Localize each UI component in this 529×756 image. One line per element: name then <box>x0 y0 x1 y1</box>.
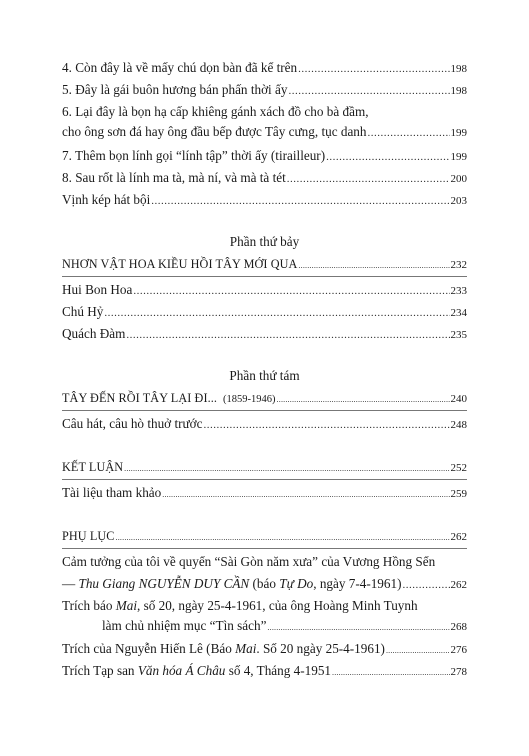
entry-page: 232 <box>450 259 467 271</box>
entry-page: 198 <box>450 85 467 97</box>
dot-leader <box>133 283 449 299</box>
entry-title-line2-row <box>62 618 467 636</box>
divider-rule <box>62 479 467 480</box>
toc-entry-hui-bon-hoa[interactable] <box>62 282 467 299</box>
entry-page: 234 <box>450 307 467 319</box>
entry-title: Tài liệu tham khảo <box>62 485 162 500</box>
dot-leader <box>298 61 449 77</box>
dot-leader <box>277 392 450 408</box>
dot-leader <box>332 665 449 681</box>
entry-page: 252 <box>450 462 467 474</box>
toc-appendix[interactable] <box>62 528 467 546</box>
entry-page: 259 <box>450 488 467 500</box>
text-segment: số 4, Tháng 4-1951 <box>225 663 332 678</box>
dot-leader <box>288 83 449 99</box>
toc-appendix-item-4[interactable] <box>62 663 467 681</box>
entry-title: 5. Đây là gái buôn hương bán phấn thời ấy <box>62 82 288 97</box>
text-segment: Trích của Nguyễn Hiến Lê (Báo <box>62 641 236 656</box>
text-segment: Trích Tạp san <box>62 663 138 678</box>
part-heading-7: Phần thứ bảy <box>229 234 300 249</box>
entry-title: Hui Bon Hoa <box>62 282 133 297</box>
toc-entry-cau-hat[interactable] <box>62 416 467 433</box>
divider-rule <box>62 276 467 277</box>
entry-title: Câu hát, câu hò thuở trước <box>62 416 203 431</box>
toc-appendix-item-3[interactable] <box>62 641 467 659</box>
toc-entry-8[interactable] <box>62 170 467 187</box>
author-name: Thu Giang NGUYỄN DUY CẦN <box>78 576 250 591</box>
divider-rule <box>62 548 467 549</box>
entry-page: 268 <box>450 621 467 633</box>
entry-title <box>62 663 331 679</box>
entry-page: 233 <box>450 285 467 297</box>
toc-conclusion[interactable] <box>62 459 467 477</box>
entry-title: 4. Còn đây là về mấy chú dọn bàn đã kể trên <box>62 60 298 75</box>
entry-title: Quách Đàm <box>62 326 126 341</box>
dot-leader <box>124 461 449 477</box>
toc-part8-title[interactable] <box>62 390 467 408</box>
part-heading-8: Phần thứ tám <box>229 368 300 383</box>
newspaper-name: Tự Do <box>279 576 314 591</box>
toc-entry-6[interactable] <box>62 104 467 141</box>
toc-entry-vinh-kep[interactable] <box>62 192 467 209</box>
toc-entry-5[interactable] <box>62 82 467 99</box>
entry-page: 200 <box>450 173 467 185</box>
dot-leader <box>162 487 449 503</box>
entry-title: Chú Hỷ <box>62 304 104 319</box>
toc-appendix-item-2[interactable] <box>62 598 467 636</box>
toc-entry-chu-hy[interactable] <box>62 304 467 321</box>
text-segment: Trích báo <box>62 598 116 613</box>
entry-title-line2 <box>62 576 401 592</box>
dot-leader <box>287 171 450 187</box>
entry-page: 198 <box>450 63 467 75</box>
dot-leader <box>298 258 449 274</box>
dot-leader <box>116 530 450 546</box>
entry-title-line2-row <box>62 124 467 141</box>
entry-title-line2: cho ông sơn đá hay ông đầu bếp được Tây cưng, tục danh <box>62 124 367 139</box>
divider-rule <box>62 410 467 411</box>
toc-entry-4[interactable] <box>62 60 467 77</box>
toc-part7-title[interactable] <box>62 256 467 274</box>
dot-leader <box>151 193 449 209</box>
text-segment: , số 20, ngày 25-4-1961, của ông Hoàng Minh Tuynh <box>136 598 418 613</box>
entry-page: 199 <box>450 127 467 139</box>
part-title: TÂY ĐẾN RỒI TÂY LẠI ĐI... <box>62 391 218 405</box>
entry-page: 262 <box>450 579 467 591</box>
entry-title: 7. Thêm bọn lính gọi “lính tập” thời ấy (tirailleur) <box>62 148 326 163</box>
entry-title-line2: làm chủ nhiệm mục “Tìn sách” <box>102 618 267 633</box>
dot-leader <box>104 305 449 321</box>
dot-leader <box>386 643 450 659</box>
entry-title <box>62 641 385 657</box>
newspaper-name: Mai <box>115 598 137 613</box>
entry-page: 203 <box>450 195 467 207</box>
entry-page: 262 <box>450 531 467 543</box>
dot-leader <box>368 125 450 141</box>
magazine-name: Văn hóa Á Châu <box>137 663 226 678</box>
entry-title-line1 <box>62 598 467 614</box>
part-years: (1859-1946) <box>223 394 276 405</box>
entry-page: 278 <box>450 666 467 678</box>
dot-leader <box>203 417 449 433</box>
text-dash: — <box>62 576 79 591</box>
text-segment: (báo <box>249 576 280 591</box>
entry-title: 8. Sau rốt là lính ma tà, mà ní, và mà tà tét <box>62 170 286 185</box>
entry-page: 199 <box>450 151 467 163</box>
entry-page: 240 <box>450 393 467 405</box>
text-segment: . Số 20 ngày 25-4-1961) <box>256 641 385 656</box>
entry-title: Vịnh kép hát bội <box>62 192 151 207</box>
entry-page: 235 <box>450 329 467 341</box>
dot-leader <box>402 577 449 593</box>
toc-references[interactable] <box>62 485 467 503</box>
conclusion-title: KẾT LUẬN <box>62 460 124 474</box>
entry-title-line1: Cảm tưởng của tôi về quyển “Sài Gòn năm xưa” của Vương Hồng Sển <box>62 554 436 569</box>
entry-title-line1: 6. Lại đây là bọn hạ cấp khiêng gánh xách đồ cho bà đầm, <box>62 104 369 119</box>
newspaper-name: Mai <box>235 641 257 656</box>
dot-leader <box>267 620 449 636</box>
entry-page: 276 <box>450 644 467 656</box>
entry-page: 248 <box>450 419 467 431</box>
toc-entry-7[interactable] <box>62 148 467 165</box>
appendix-title: PHỤ LỤC <box>62 529 115 543</box>
entry-title-line2-row <box>62 576 467 593</box>
dot-leader <box>326 149 449 165</box>
text-segment: , ngày 7-4-1961) <box>313 576 402 591</box>
dot-leader <box>126 327 449 343</box>
part-title: NHƠN VẬT HOA KIỀU HỒI TÂY MỚI QUA <box>62 257 298 271</box>
toc-entry-quach-dam[interactable] <box>62 326 467 343</box>
toc-appendix-item-1[interactable] <box>62 554 467 593</box>
